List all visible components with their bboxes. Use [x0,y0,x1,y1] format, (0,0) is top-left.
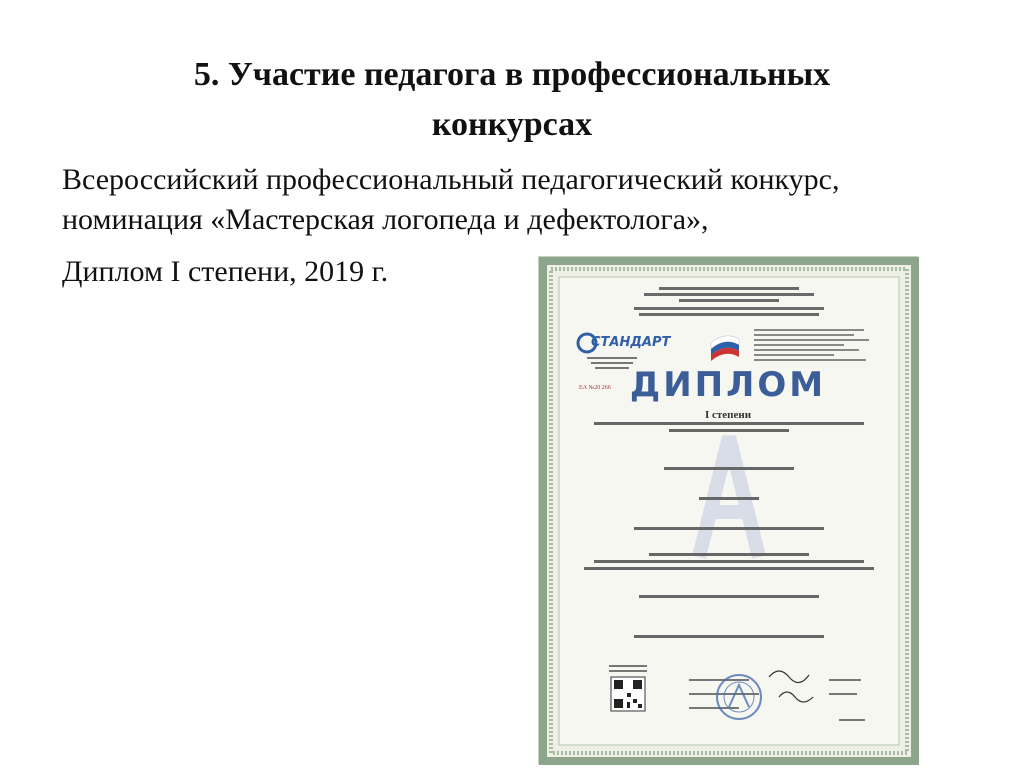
diploma-number: ЕА №20 266 [579,385,611,391]
diploma-degree-text: Диплом I степени, 2019 г. [62,255,389,288]
diploma-image [538,256,918,764]
contest-name: Всероссийский профессиональный педагогический конкурс, [62,163,840,196]
nomination: номинация «Мастерская логопеда и дефектолога», [62,203,709,236]
slide-title-line-2: конкурсах [431,106,593,143]
diploma-heading: ДИПЛОМ [629,365,827,405]
slide-title [60,50,964,150]
qr-code [611,677,645,711]
diploma-degree: I степени [704,409,752,421]
slide-title-line-1: 5. Участие педагога в профессиональных [193,56,831,93]
brand-logo-text: СТАНДАРТ [591,335,671,350]
diploma-artwork [539,257,919,765]
